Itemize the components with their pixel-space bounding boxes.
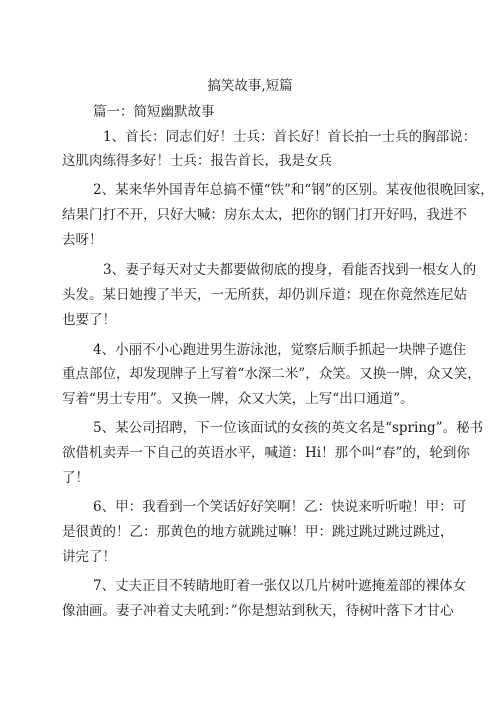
paragraph-line: 3、妻子每天对丈夫都要做彻底的搜身，看能否找到一根女人的 xyxy=(103,262,477,278)
paragraph-line: 2、某来华外国青年总搞不懂“铁”和“钢”的区别。某夜他很晚回家， xyxy=(93,182,494,198)
paragraph-line: 7、丈夫正目不转睛地盯着一张仅以几片树叶遮掩羞部的裸体女 xyxy=(93,578,467,594)
paragraph-line: 重点部位，却发现牌子上写着“水深二米”，众笑。又换一牌，众又笑， xyxy=(62,366,481,382)
paragraph-line: 这肌肉练得多好！士兵：报告首长，我是女兵 xyxy=(62,153,332,169)
paragraph-line: 6、甲：我看到一个笑话好好笑啊！乙：快说来听听啦！甲：可 xyxy=(93,499,467,515)
paragraph-line: 去呀！ xyxy=(62,232,103,248)
paragraph-line: 讲完了！ xyxy=(62,549,116,565)
paragraph-line: 头发。某日她搜了半天，一无所获，却仍训斥道：现在你竟然连尼姑 xyxy=(62,287,467,303)
paragraph-line: 写着“男士专用”。又换一牌，众又大笑，上写“出口通道”。 xyxy=(62,391,414,407)
paragraph-line: 是很黄的！乙：那黄色的地方就跳过嘛！甲：跳过跳过跳过跳过， xyxy=(62,524,454,540)
paragraph-line: 4、小丽不小心跑进男生游泳池，觉察后顺手抓起一块牌子遮住 xyxy=(93,342,467,358)
paragraph-line: 5、某公司招聘，下一位该面试的女孩的英文名是“spring”。秘书 xyxy=(93,420,484,436)
section-heading: 篇一：简短幽默故事 xyxy=(93,104,215,120)
document-title: 搞笑故事,短篇 xyxy=(207,78,293,94)
paragraph-line: 结果门打不开，只好大喊：房东太太，把你的钢门打开好吗，我进不 xyxy=(62,207,467,223)
paragraph-line: 像油画。妻子冲着丈夫吼到：”你是想站到秋天，待树叶落下才甘心 xyxy=(62,603,454,619)
paragraph-line: 也要了！ xyxy=(62,312,116,328)
paragraph-line: 欲借机卖弄一下自己的英语水平，喊道：Hi！那个叫“春”的，轮到你 xyxy=(62,445,470,461)
paragraph-line: 了！ xyxy=(62,470,89,486)
paragraph-line: 1、首长：同志们好！士兵：首长好！首长拍一士兵的胸部说： xyxy=(103,129,477,145)
